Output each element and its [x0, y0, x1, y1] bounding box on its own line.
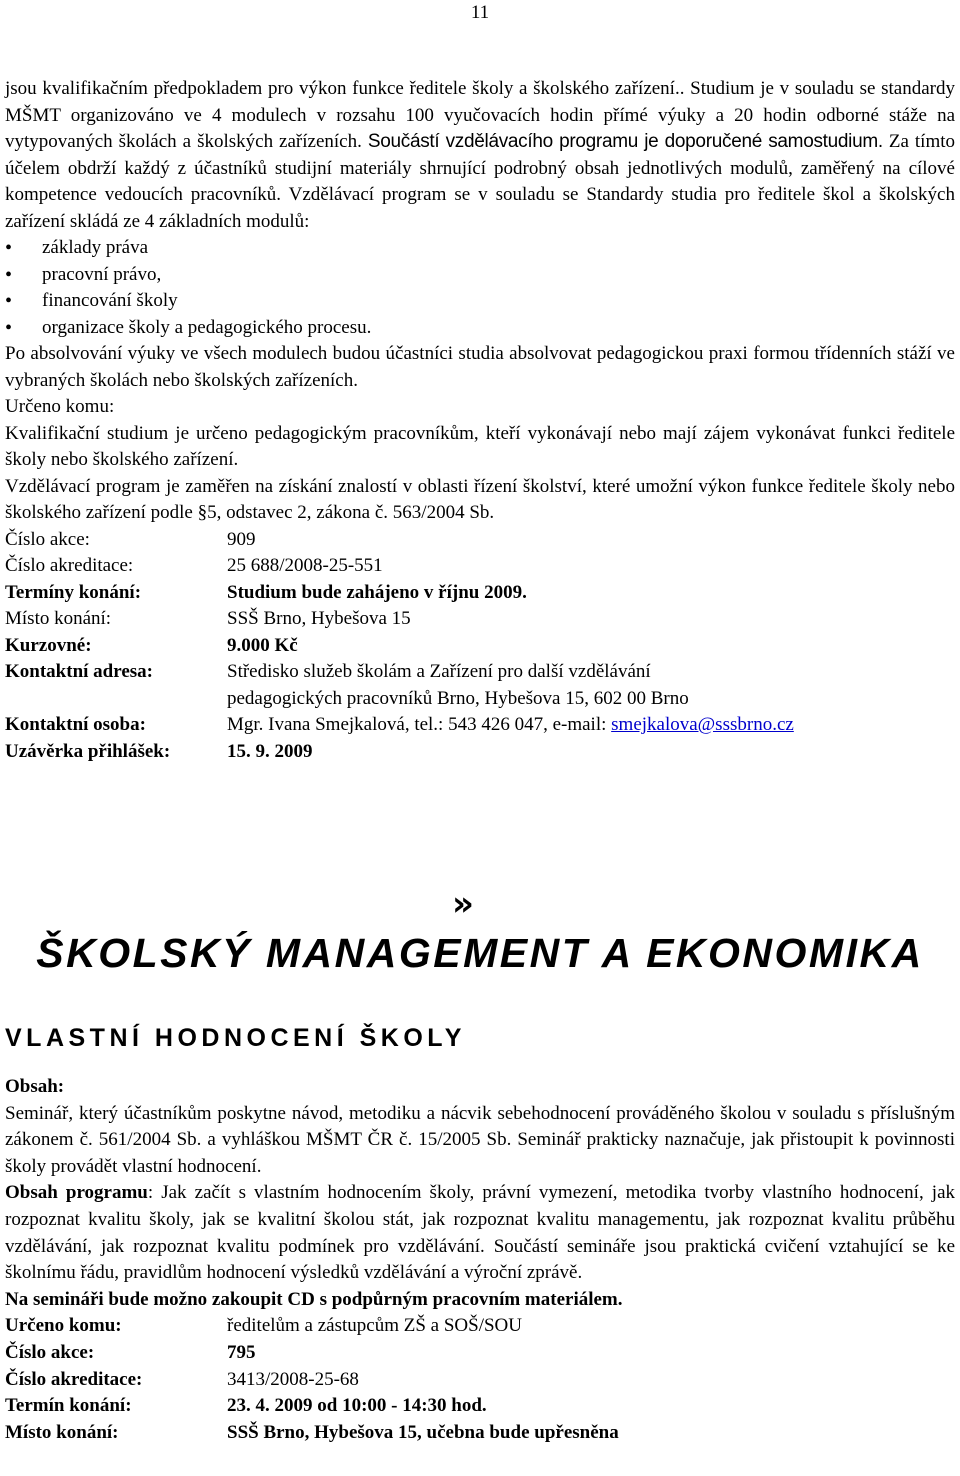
list-item: • organizace školy a pedagogického procesu.: [5, 315, 955, 342]
accreditation2-label: Číslo akreditace:: [5, 1368, 143, 1390]
address-value: [227, 659, 955, 712]
dates-label: Termíny konání:: [5, 581, 142, 603]
contact-value: [227, 712, 955, 739]
address-row: [5, 659, 955, 712]
accreditation-row: [5, 553, 955, 580]
content-paragraph: Seminář, který účastníkům poskytne návod, metodiku a nácvik sebehodnocení prováděného školou v souladu s příslušným zákonem č. 561/2004 Sb. a vyhláškou MŠMT ČR č. 15/2005 Sb. Seminář prakticky naznačuje, jak přistoupit k povinnosti školy provádět vlastní hodnocení.: [5, 1102, 955, 1177]
contact-label: Kontaktní osoba:: [5, 714, 146, 735]
action-number-row: [5, 1340, 955, 1367]
deadline-label: Uzávěrka přihlášek:: [5, 740, 171, 762]
audience-paragraph: Kvalifikační studium je určeno pedagogickým pracovníkům, kteří vykonávají nebo mají zájem vykonávat funkci ředitele školy nebo školského zařízení.: [5, 422, 955, 470]
action-number-row: [5, 527, 955, 554]
accreditation-row: [5, 1367, 955, 1394]
program-label: Obsah programu: [5, 1182, 148, 1204]
place-value: SSŠ Brno, Hybešova 15: [227, 608, 411, 629]
accreditation2-value: 3413/2008-25-68: [227, 1368, 359, 1390]
fee-value: 9.000 Kč: [227, 634, 298, 656]
contact-row: [5, 712, 955, 739]
list-item: • základy práva: [5, 235, 955, 262]
dates-value: Studium bude zahájeno v říjnu 2009.: [227, 581, 527, 603]
course-section-selfevaluation: [5, 1074, 955, 1446]
address-label: Kontaktní adresa:: [5, 661, 153, 682]
intro-text-1: jsou kvalifikačním předpokladem pro výkon funkce ředitele školy a školského zařízení.. Studium je v souladu se standardy MŠMT organizováno ve 4 modulech v rozsahu 100 vyučovacích hodin přímé výuky a 20 hodin odborné stáže na vytypovaných školách a školských zařízeních.: [5, 78, 955, 152]
fee-label: Kurzovné:: [5, 634, 92, 656]
date2-value: 23. 4. 2009 od 10:00 - 14:30 hod.: [227, 1395, 487, 1417]
audience2-value: ředitelům a zástupcům ZŠ a SOŠ/SOU: [227, 1315, 522, 1337]
accreditation-value: 25 688/2008-25-551: [227, 555, 383, 576]
program-text: : Jak začít s vlastním hodnocením školy, právní vymezení, metodika tvorby vlastního hodnocení, jak rozpoznat kvalitu školy, jak se kvalitní školou stát, jak rozpoznat kvalitu managementu, jak rozpoznat kvalitu průběhu vzdělávání, jak rozpoznat kvalitu podmínek pro vzdělávání. Součástí semináře jsou praktická cvičení vztahující se ke školnímu řádu, pravidlům hodnocení výsledků vzdělávání a výroční zprávě.: [5, 1182, 955, 1284]
address-line-2: pedagogických pracovníků Brno, Hybešova 15, 602 00 Brno: [227, 687, 689, 709]
date-row: [5, 1393, 955, 1420]
contact-person: Mgr. Ivana Smejkalová, tel.: 543 426 047, e-mail:: [227, 714, 612, 735]
intro-text-selfstudy: Součástí vzdělávacího programu je doporučené samostudium.: [367, 131, 883, 152]
audience-label-text: Určeno komu:: [5, 396, 115, 417]
place2-value: SSŠ Brno, Hybešova 15, učebna bude upřesněna: [227, 1421, 619, 1443]
program-paragraph: [5, 1180, 955, 1286]
fee-row: [5, 633, 955, 660]
goal-paragraph: Vzdělávací program je zaměřen na získání znalostí v oblasti řízení školství, které umožní výkon funkce ředitele školy nebo školského zařízení podle §5, odstavec 2, zákona č. 563/2004 Sb.: [5, 475, 955, 523]
practice-paragraph: Po absolvování výuky ve všech modulech budou účastníci studia absolvovat pedagogickou praxi formou třídenních stáží ve vybraných školách nebo školských zařízeních.: [5, 343, 955, 391]
module-list: [5, 235, 955, 341]
list-item: • pracovní právo,: [5, 262, 955, 289]
audience-label: [5, 394, 955, 421]
intro-text-2: Za tímto účelem obdrží každý z účastníků studijní materiály shrnující podrobný obsah jednotlivých modulů, zaměřený na cílové kompetence vedoucích pracovníků.: [5, 131, 955, 205]
cd-note: Na semináři bude možno zakoupit CD s podpůrným pracovním materiálem.: [5, 1288, 623, 1310]
section-heading: ŠKOLSKÝ MANAGEMENT A EKONOMIKA: [36, 930, 924, 976]
arrow-icon: »: [452, 884, 474, 924]
deadline-value: 15. 9. 2009: [227, 740, 313, 762]
address-line-1: Středisko služeb školám a Zařízení pro další vzdělávání: [227, 661, 651, 682]
course-section-director: [5, 76, 955, 765]
content-label: Obsah:: [5, 1076, 65, 1097]
intro-text-3: Vzdělávací program se v souladu se Standardy studia pro ředitele škol a školských zařízení skládá ze 4 základních modulů:: [5, 184, 955, 232]
place2-label: Místo konání:: [5, 1421, 119, 1443]
action-number-label: Číslo akce:: [5, 528, 90, 550]
action2-label: Číslo akce:: [5, 1341, 95, 1363]
date2-label: Termín konání:: [5, 1395, 132, 1417]
page-number: 11: [470, 2, 490, 23]
audience2-label: Určeno komu:: [5, 1315, 122, 1337]
course-title: VLASTNÍ HODNOCENÍ ŠKOLY: [5, 1024, 466, 1052]
action2-value: 795: [227, 1341, 256, 1363]
action-number-value: 909: [227, 528, 256, 550]
audience-row: [5, 1313, 955, 1340]
accreditation-label: Číslo akreditace:: [5, 555, 134, 576]
place-label: Místo konání:: [5, 608, 112, 629]
list-item: • financování školy: [5, 288, 955, 315]
place-row: [5, 606, 955, 633]
place-row: [5, 1420, 955, 1447]
dates-row: [5, 580, 955, 607]
intro-paragraph: [5, 76, 955, 235]
email-link[interactable]: smejkalova@sssbrno.cz: [611, 714, 794, 735]
deadline-row: [5, 739, 955, 766]
